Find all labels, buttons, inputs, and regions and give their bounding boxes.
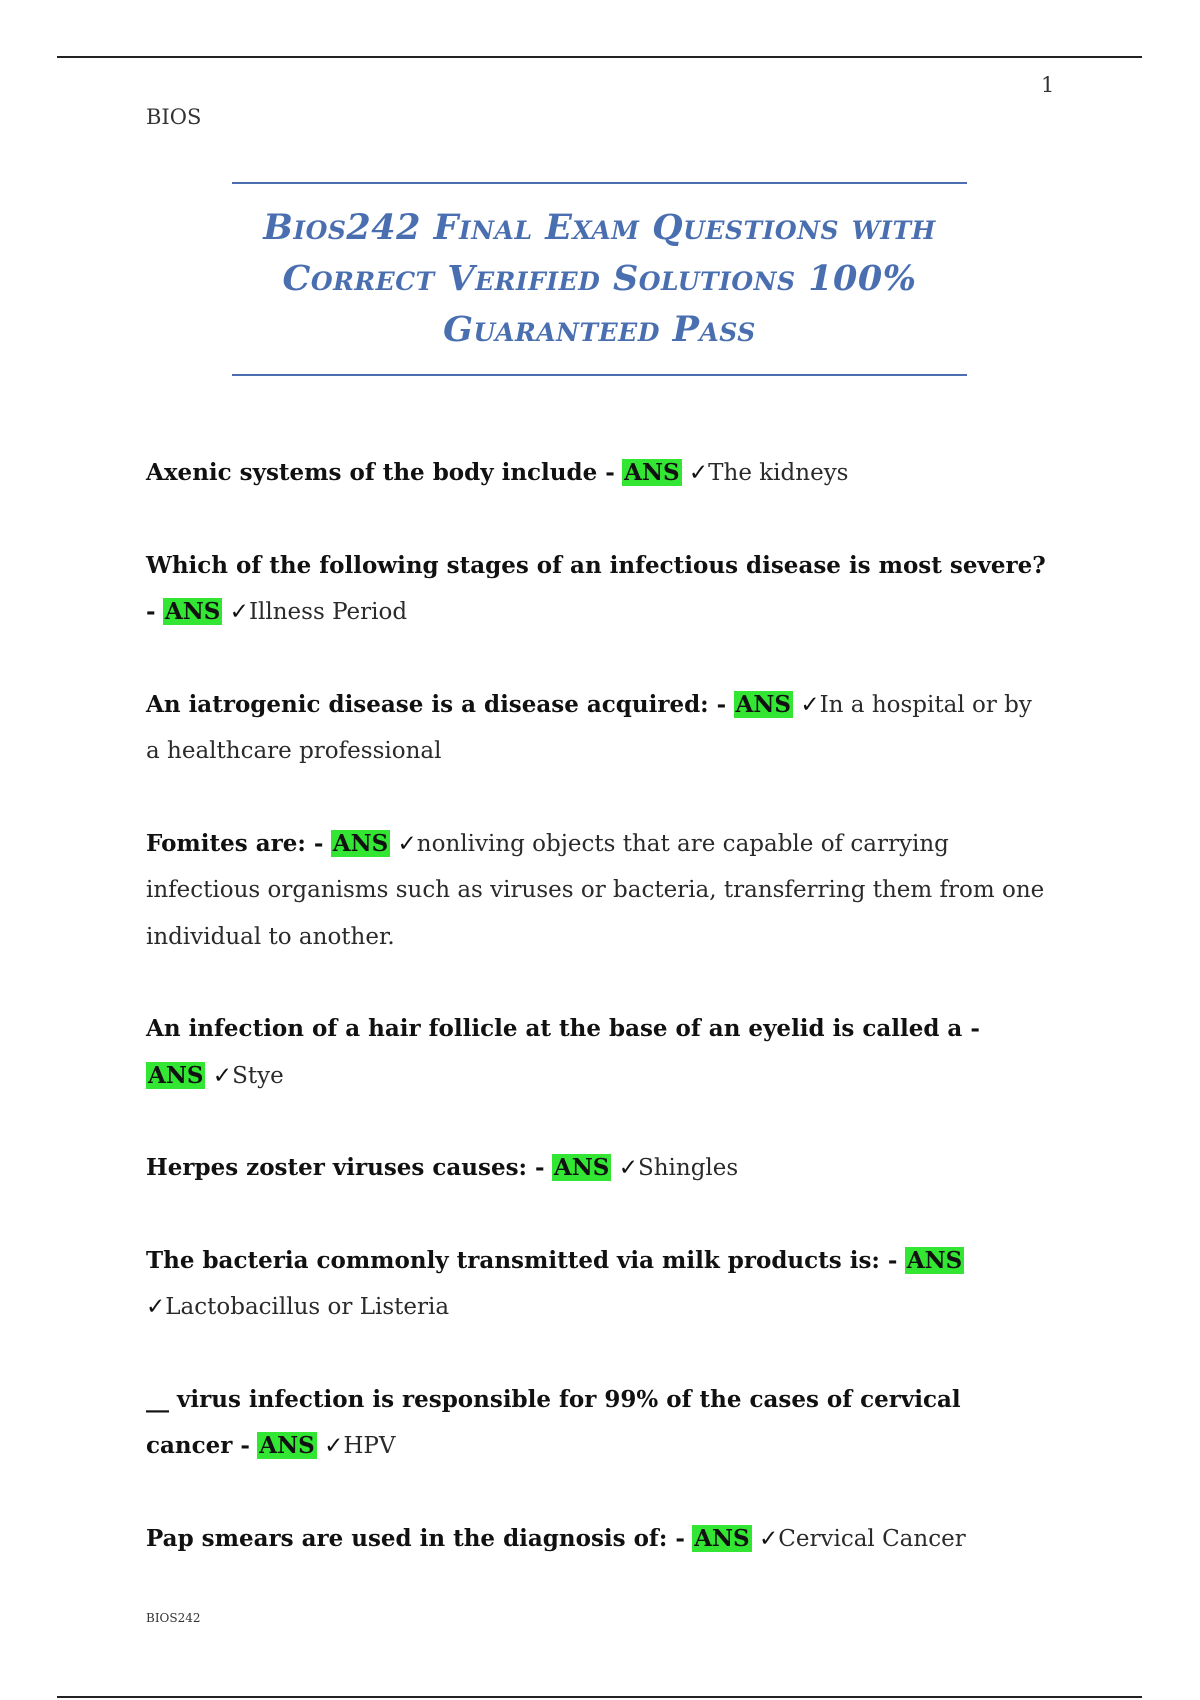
question-text: An infection of a hair follicle at the base of an eyelid is called a - xyxy=(146,1015,980,1042)
question-text: Herpes zoster viruses causes: - xyxy=(146,1154,545,1181)
check-icon: ✓ xyxy=(324,1433,344,1459)
qa-item xyxy=(146,682,1046,775)
answer-text: Shingles xyxy=(637,1155,739,1181)
answer-text: nonliving objects that are capable of carrying infectious organisms such as viruses or bacteria, transferring them from one individual to another. xyxy=(146,830,1045,950)
check-icon: ✓ xyxy=(758,1525,779,1552)
question-text: __ virus infection is responsible for 99% of the cases of cervical cancer - xyxy=(146,1385,961,1459)
title-bottom-rule xyxy=(232,374,967,376)
question-text: Fomites are: - xyxy=(146,829,324,857)
page-top-rule xyxy=(57,56,1142,58)
question-text: Which of the following stages of an infectious disease is most severe? - xyxy=(146,551,1046,625)
qa-item xyxy=(146,450,1046,497)
question-text: An iatrogenic disease is a disease acquired: - xyxy=(146,690,727,718)
ans-badge: ANS xyxy=(148,1061,204,1089)
ans-badge: ANS xyxy=(735,690,791,718)
check-icon: ✓ xyxy=(212,1062,233,1089)
page-footer: BIOS242 xyxy=(146,1611,201,1625)
ans-badge: ANS xyxy=(553,1154,610,1181)
ans-badge: ANS xyxy=(624,459,680,486)
check-icon: ✓ xyxy=(229,599,249,625)
title-top-rule xyxy=(232,182,967,184)
page-number: 1 xyxy=(1041,73,1055,97)
ans-badge: ANS xyxy=(259,1432,315,1459)
ans-badge: ANS xyxy=(332,829,389,857)
answer-text: Cervical Cancer xyxy=(778,1525,966,1552)
question-text: Pap smears are used in the diagnosis of: - xyxy=(146,1524,685,1552)
qa-item xyxy=(146,1006,1046,1099)
ans-badge: ANS xyxy=(164,598,221,625)
qa-item xyxy=(146,821,1046,961)
answer-text: HPV xyxy=(343,1433,396,1459)
check-icon: ✓ xyxy=(146,1294,166,1320)
check-icon: ✓ xyxy=(688,460,709,486)
answer-text: Stye xyxy=(232,1062,284,1089)
qa-item xyxy=(146,1238,1046,1331)
qa-item xyxy=(146,1377,1046,1470)
check-icon: ✓ xyxy=(397,830,417,857)
page-header: BIOS xyxy=(146,105,202,129)
answer-text: Illness Period xyxy=(248,599,408,625)
qa-list xyxy=(146,450,1046,1608)
ans-badge: ANS xyxy=(694,1524,750,1552)
qa-item xyxy=(146,543,1046,636)
check-icon: ✓ xyxy=(618,1155,638,1181)
question-text: Axenic systems of the body include - xyxy=(146,459,615,486)
qa-item xyxy=(146,1145,1046,1192)
answer-text: Lactobacillus or Listeria xyxy=(165,1294,450,1320)
page-bottom-rule xyxy=(57,1696,1142,1698)
answer-text: In a hospital or by a healthcare professional xyxy=(146,691,1032,764)
document-title: Bios242 Final Exam Questions with Correct Verified Solutions 100% Guaranteed Pass xyxy=(263,207,936,350)
qa-item xyxy=(146,1516,1046,1563)
question-text: The bacteria commonly transmitted via milk products is: - xyxy=(146,1246,898,1274)
answer-text: The kidneys xyxy=(708,460,849,486)
check-icon: ✓ xyxy=(800,691,820,718)
ans-badge: ANS xyxy=(906,1246,963,1274)
